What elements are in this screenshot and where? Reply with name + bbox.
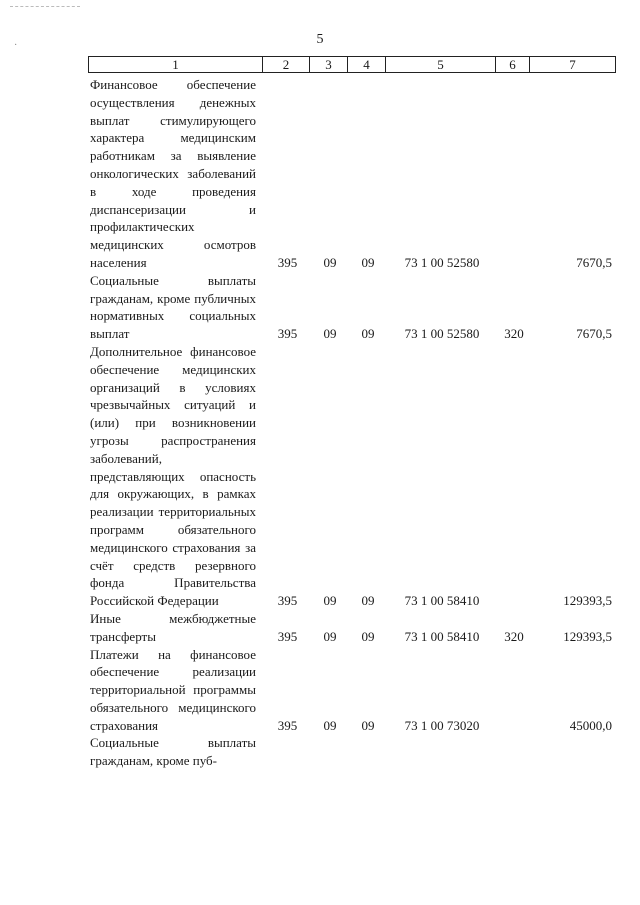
table-row bbox=[90, 610, 620, 646]
header-col-2: 2 bbox=[263, 57, 310, 72]
row-amount: 7670,5 bbox=[576, 326, 612, 342]
table-row bbox=[90, 272, 620, 343]
row-description: Дополнительное финансовое обеспечение медицинских организаций в условиях чрезвычайных ситуаций и (или) при возникновении угрозы распространения заболеваний, представляющих опасность для окружающих, в рамках реализации территориальных программ обязательного медицинского страхования за счёт средств резервного фонда Правительства Российской Федерации bbox=[90, 343, 256, 609]
header-col-5: 5 bbox=[386, 57, 496, 72]
row-code-expense: 320 bbox=[504, 326, 524, 342]
header-col-6: 6 bbox=[496, 57, 530, 72]
row-code-section: 09 bbox=[323, 593, 337, 609]
row-code-section: 09 bbox=[323, 254, 337, 270]
row-code-section: 09 bbox=[323, 628, 337, 644]
header-col-4: 4 bbox=[348, 57, 386, 72]
row-code-ministry: 395 bbox=[277, 717, 298, 733]
row-code-ministry: 395 bbox=[277, 254, 298, 270]
table-row bbox=[90, 343, 620, 610]
row-code-subsection: 09 bbox=[361, 593, 375, 609]
row-description: Социальные выплаты гражданам, кроме публичных нормативных социальных выплат bbox=[90, 272, 256, 342]
row-code-target: 73 1 00 52580 bbox=[404, 254, 480, 270]
row-code-section: 09 bbox=[323, 326, 337, 342]
row-amount: 129393,5 bbox=[563, 593, 612, 609]
header-col-1: 1 bbox=[89, 57, 263, 72]
header-col-3: 3 bbox=[310, 57, 348, 72]
row-amount: 129393,5 bbox=[563, 628, 612, 644]
page-number: 5 bbox=[316, 32, 324, 47]
row-code-target: 73 1 00 73020 bbox=[404, 717, 480, 733]
row-code-subsection: 09 bbox=[361, 254, 375, 270]
row-code-ministry: 395 bbox=[277, 593, 298, 609]
row-description: Социальные выплаты гражданам, кроме пуб- bbox=[90, 735, 256, 769]
row-description: Платежи на финансовое обеспечение реализации территориальной программы обязательного медицинского страхования bbox=[90, 646, 256, 733]
row-code-target: 73 1 00 58410 bbox=[404, 628, 480, 644]
row-description: Финансовое обеспечение осуществления денежных выплат стимулирующего характера медицинским работникам за выявление онкологических заболеваний в ходе проведения диспансеризации и профилактических медицинских осмотров населения bbox=[90, 77, 256, 270]
table-body bbox=[90, 76, 620, 770]
row-code-ministry: 395 bbox=[277, 628, 298, 644]
scan-artifact-dot: · bbox=[14, 40, 18, 51]
row-amount: 7670,5 bbox=[576, 254, 612, 270]
row-code-subsection: 09 bbox=[361, 628, 375, 644]
row-code-target: 73 1 00 52580 bbox=[404, 326, 480, 342]
row-code-target: 73 1 00 58410 bbox=[404, 593, 480, 609]
row-code-section: 09 bbox=[323, 717, 337, 733]
table-header bbox=[88, 56, 616, 73]
table-row bbox=[90, 76, 620, 272]
row-description: Иные межбюджетные трансферты bbox=[90, 610, 256, 644]
row-code-expense: 320 bbox=[504, 628, 524, 644]
header-col-7: 7 bbox=[569, 57, 576, 72]
row-code-ministry: 395 bbox=[277, 326, 298, 342]
row-code-subsection: 09 bbox=[361, 717, 375, 733]
row-amount: 45000,0 bbox=[569, 717, 612, 733]
table-row bbox=[90, 646, 620, 735]
row-code-subsection: 09 bbox=[361, 326, 375, 342]
table-row bbox=[90, 734, 620, 770]
scan-artifact bbox=[10, 6, 80, 7]
